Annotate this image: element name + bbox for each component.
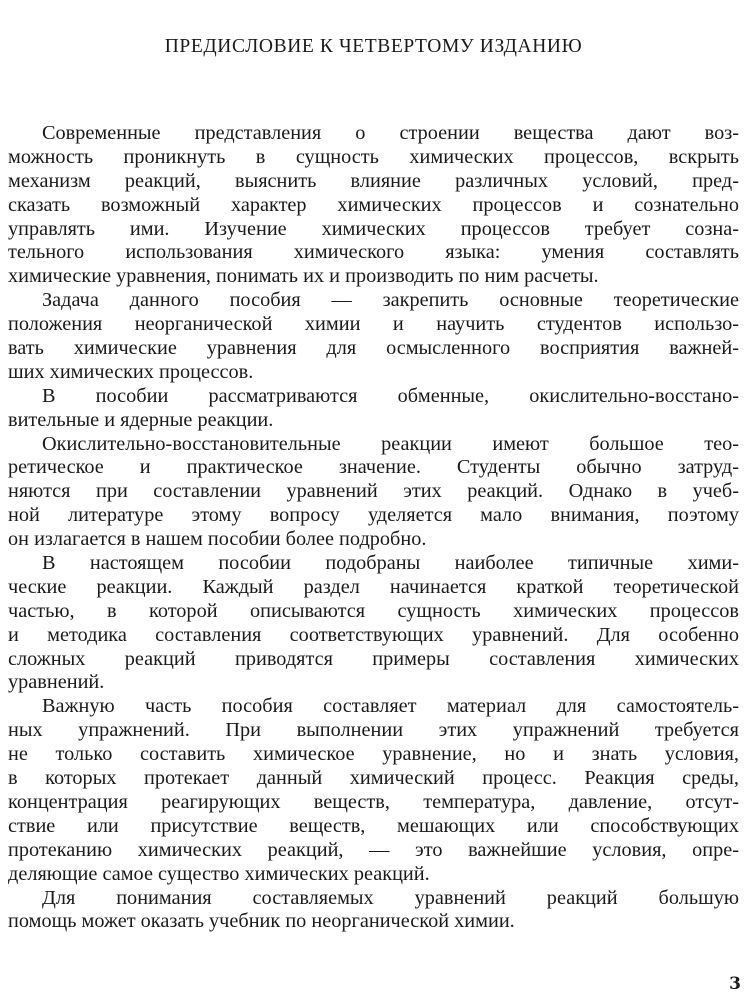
text-line: химические уравнения, понимать их и производить по ним расчеты. [8, 265, 599, 288]
body-text [8, 122, 739, 934]
text-line: не только составить химическое уравнение, но и знать условия, [8, 743, 739, 766]
text-line: ретическое и практическое значение. Студенты обычно затруд- [8, 456, 739, 479]
paragraph [8, 289, 739, 385]
text-line: сложных реакций приводятся примеры составления химических [8, 647, 739, 670]
text-line: можность проникнуть в сущность химических процессов, вскрыть [8, 145, 739, 168]
text-line: ствие или присутствие веществ, мешающих или способствующих [8, 814, 739, 837]
text-line: вительные и ядерные реакции. [8, 408, 274, 431]
text-line: протеканию химических реакций, — это важнейшие условия, опре- [8, 838, 739, 861]
text-line: деляющие самое существо химических реакций. [8, 862, 430, 885]
text-line: В настоящем пособии подобраны наиболее типичные хими- [42, 552, 739, 575]
text-line: ной литературе этому вопросу уделяется мало внимания, поэтому [8, 504, 739, 527]
text-line: механизм реакций, выяснить влияние различных условий, пред- [8, 169, 739, 192]
text-line: уравнений. [8, 671, 105, 694]
text-line: Задача данного пособия — закрепить основные теоретические [42, 289, 739, 312]
paragraph [8, 695, 739, 886]
paragraph [8, 552, 739, 695]
text-line: концентрация реагирующих веществ, температура, давление, отсут- [8, 790, 739, 813]
paragraph [8, 887, 739, 935]
text-line: сказать возможный характер химических процессов и сознательно [8, 193, 739, 216]
text-line: Для понимания составляемых уравнений реакций большую [42, 886, 739, 909]
text-line: ческие реакции. Каждый раздел начинается краткой теоретической [8, 575, 739, 598]
text-line: в которых протекает данный химический процесс. Реакция среды, [8, 767, 739, 790]
text-line: ших химических процессов. [8, 360, 254, 383]
page-number: 3 [729, 974, 741, 994]
text-line: управлять ими. Изучение химических процессов требует созна- [8, 217, 739, 240]
text-line: Современные представления о строении вещества дают воз- [42, 122, 739, 144]
text-line: помощь может оказать учебник по неорганической химии. [8, 910, 515, 933]
text-line: он излагается в нашем пособии более подробно. [8, 528, 427, 551]
paragraph [8, 433, 739, 552]
text-line: положения неорганической химии и научить студентов использо- [8, 313, 739, 336]
text-line: Окислительно-восстановительные реакции имеют большое тео- [42, 432, 739, 455]
text-line: няются при составлении уравнений этих реакций. Однако в учеб- [8, 480, 739, 503]
text-line: и методика составления соответствующих уравнений. Для особенно [8, 623, 739, 646]
text-line: Важную часть пособия составляет материал для самостоятель- [42, 695, 739, 718]
text-line: вать химические уравнения для осмысленного восприятия важней- [8, 337, 739, 360]
paragraph [8, 122, 739, 289]
text-line: частью, в которой описываются сущность химических процессов [8, 599, 739, 622]
text-line: тельного использования химического языка: умения составлять [8, 241, 739, 264]
page-heading: ПРЕДИСЛОВИЕ К ЧЕТВЕРТОМУ ИЗДАНИЮ [164, 36, 583, 57]
text-line: В пособии рассматриваются обменные, окислительно-восстано- [42, 384, 739, 407]
text-line: ных упражнений. При выполнении этих упражнений требуется [8, 719, 739, 742]
paragraph [8, 385, 739, 433]
